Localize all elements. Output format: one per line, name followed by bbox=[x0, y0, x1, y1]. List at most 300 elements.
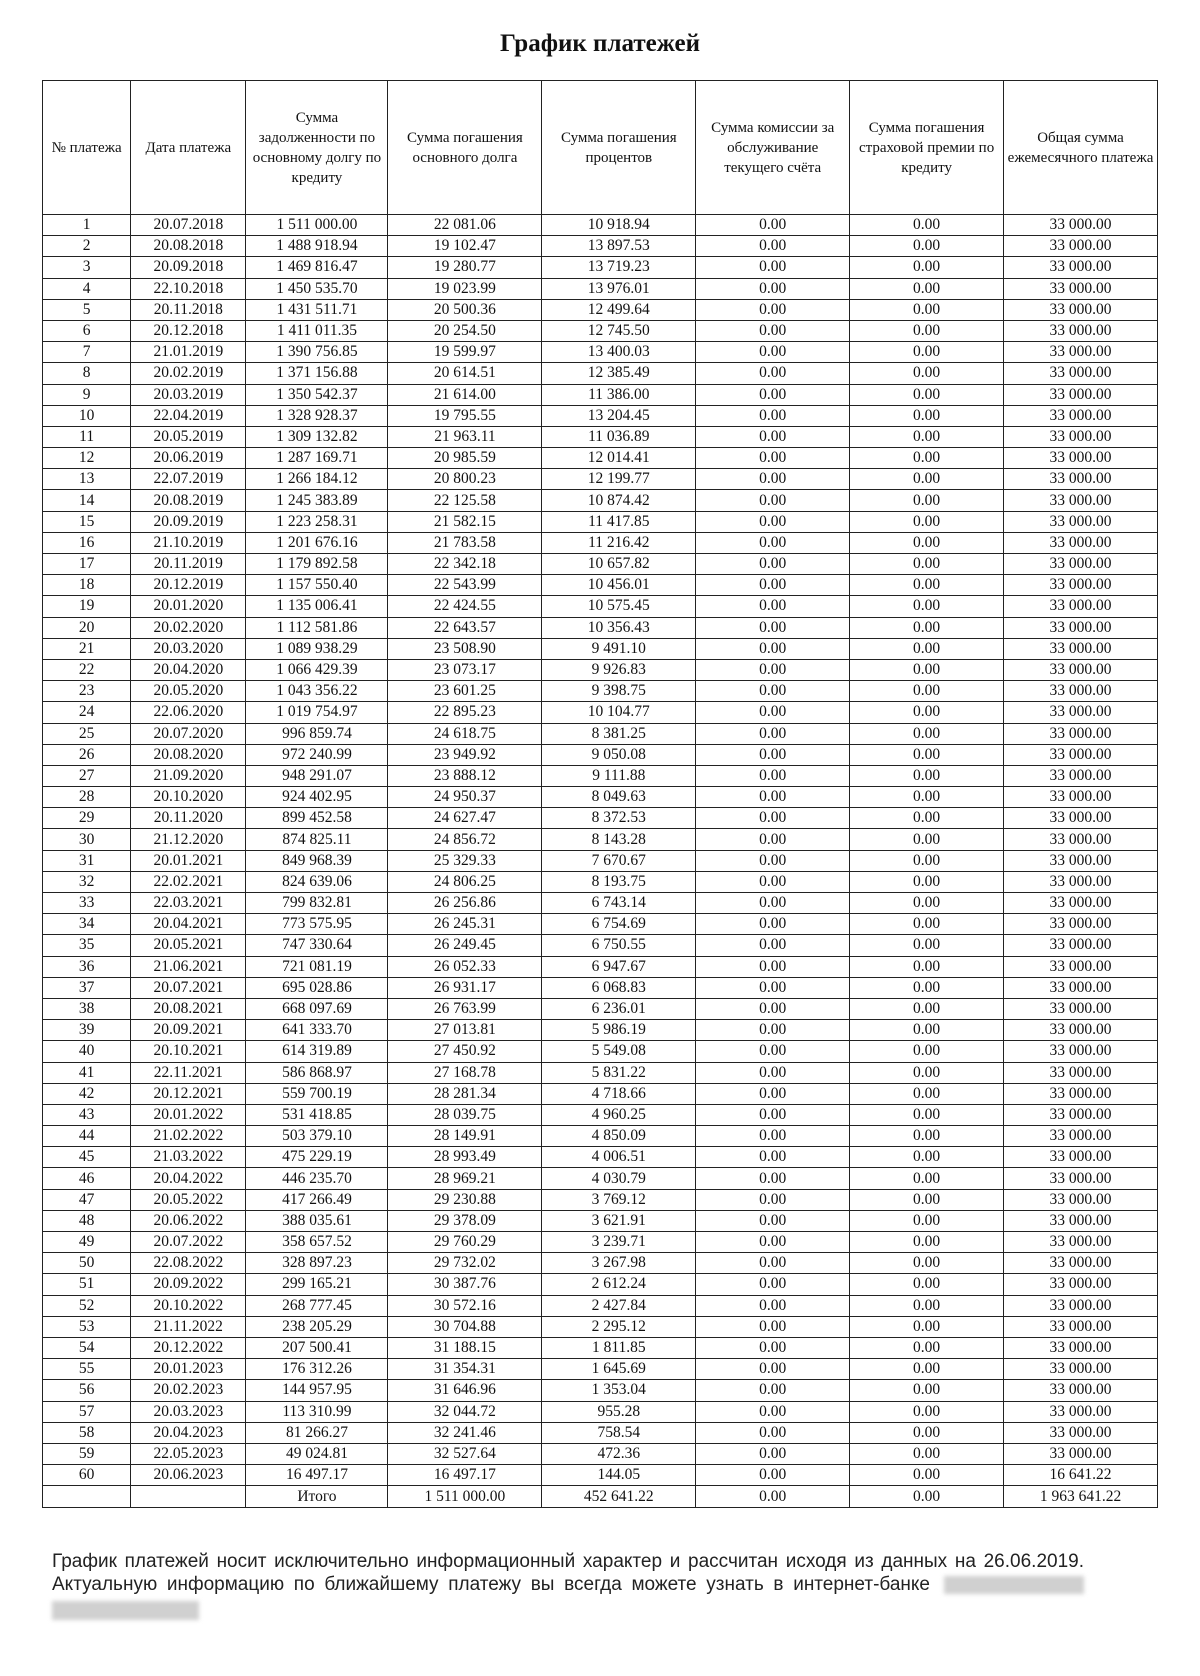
cell-payment-number: 5 bbox=[43, 299, 131, 320]
cell-interest-payment: 11 417.85 bbox=[542, 511, 696, 532]
cell-payment-date: 21.06.2021 bbox=[131, 956, 246, 977]
table-row bbox=[43, 469, 1158, 490]
table-row bbox=[43, 829, 1158, 850]
cell-payment-date: 20.01.2022 bbox=[131, 1104, 246, 1125]
cell-insurance-payment: 0.00 bbox=[850, 1147, 1004, 1168]
cell-monthly-total: 33 000.00 bbox=[1004, 532, 1158, 553]
cell-payment-date: 20.05.2022 bbox=[131, 1189, 246, 1210]
cell-payment-date: 20.12.2022 bbox=[131, 1337, 246, 1358]
table-row bbox=[43, 1062, 1158, 1083]
cell-account-commission: 0.00 bbox=[696, 956, 850, 977]
cell-monthly-total: 33 000.00 bbox=[1004, 1104, 1158, 1125]
cell-insurance-payment: 0.00 bbox=[850, 1062, 1004, 1083]
total-insurance: 0.00 bbox=[850, 1486, 1004, 1508]
cell-insurance-payment: 0.00 bbox=[850, 320, 1004, 341]
table-row bbox=[43, 914, 1158, 935]
cell-monthly-total: 33 000.00 bbox=[1004, 1295, 1158, 1316]
cell-insurance-payment: 0.00 bbox=[850, 469, 1004, 490]
table-row bbox=[43, 956, 1158, 977]
cell-monthly-total: 33 000.00 bbox=[1004, 215, 1158, 236]
header-account-commission: Сумма комиссии за обслуживание текущего счёта bbox=[696, 81, 850, 215]
cell-interest-payment: 6 947.67 bbox=[542, 956, 696, 977]
cell-debt-balance: 358 657.52 bbox=[246, 1232, 388, 1253]
cell-monthly-total: 33 000.00 bbox=[1004, 320, 1158, 341]
cell-monthly-total: 33 000.00 bbox=[1004, 744, 1158, 765]
header-monthly-total: Общая сумма ежемесячного платежа bbox=[1004, 81, 1158, 215]
cell-principal-payment: 23 073.17 bbox=[388, 659, 542, 680]
cell-interest-payment: 12 385.49 bbox=[542, 363, 696, 384]
cell-payment-number: 29 bbox=[43, 808, 131, 829]
table-row bbox=[43, 363, 1158, 384]
cell-monthly-total: 33 000.00 bbox=[1004, 490, 1158, 511]
cell-payment-number: 23 bbox=[43, 681, 131, 702]
cell-principal-payment: 32 241.46 bbox=[388, 1422, 542, 1443]
cell-interest-payment: 10 874.42 bbox=[542, 490, 696, 511]
cell-interest-payment: 12 745.50 bbox=[542, 320, 696, 341]
cell-account-commission: 0.00 bbox=[696, 320, 850, 341]
cell-insurance-payment: 0.00 bbox=[850, 1316, 1004, 1337]
cell-account-commission: 0.00 bbox=[696, 1041, 850, 1062]
cell-debt-balance: 1 411 011.35 bbox=[246, 320, 388, 341]
cell-payment-date: 20.09.2018 bbox=[131, 257, 246, 278]
cell-payment-date: 20.10.2022 bbox=[131, 1295, 246, 1316]
cell-principal-payment: 29 230.88 bbox=[388, 1189, 542, 1210]
cell-payment-number: 37 bbox=[43, 977, 131, 998]
cell-payment-date: 20.12.2019 bbox=[131, 575, 246, 596]
cell-account-commission: 0.00 bbox=[696, 787, 850, 808]
cell-account-commission: 0.00 bbox=[696, 1126, 850, 1147]
cell-account-commission: 0.00 bbox=[696, 1380, 850, 1401]
cell-debt-balance: 1 431 511.71 bbox=[246, 299, 388, 320]
cell-insurance-payment: 0.00 bbox=[850, 787, 1004, 808]
cell-account-commission: 0.00 bbox=[696, 299, 850, 320]
cell-monthly-total: 33 000.00 bbox=[1004, 1189, 1158, 1210]
cell-account-commission: 0.00 bbox=[696, 1189, 850, 1210]
cell-interest-payment: 5 549.08 bbox=[542, 1041, 696, 1062]
cell-payment-number: 42 bbox=[43, 1083, 131, 1104]
cell-debt-balance: 531 418.85 bbox=[246, 1104, 388, 1125]
cell-interest-payment: 4 718.66 bbox=[542, 1083, 696, 1104]
table-row bbox=[43, 1041, 1158, 1062]
cell-debt-balance: 1 266 184.12 bbox=[246, 469, 388, 490]
table-row bbox=[43, 893, 1158, 914]
cell-principal-payment: 31 354.31 bbox=[388, 1359, 542, 1380]
cell-interest-payment: 3 239.71 bbox=[542, 1232, 696, 1253]
cell-payment-number: 43 bbox=[43, 1104, 131, 1125]
cell-principal-payment: 22 081.06 bbox=[388, 215, 542, 236]
cell-insurance-payment: 0.00 bbox=[850, 1295, 1004, 1316]
table-row bbox=[43, 765, 1158, 786]
cell-interest-payment: 8 193.75 bbox=[542, 871, 696, 892]
cell-monthly-total: 33 000.00 bbox=[1004, 850, 1158, 871]
cell-insurance-payment: 0.00 bbox=[850, 871, 1004, 892]
header-payment-date: Дата платежа bbox=[131, 81, 246, 215]
table-row bbox=[43, 935, 1158, 956]
cell-interest-payment: 13 204.45 bbox=[542, 405, 696, 426]
cell-payment-date: 20.10.2020 bbox=[131, 787, 246, 808]
cell-insurance-payment: 0.00 bbox=[850, 723, 1004, 744]
redacted-text bbox=[52, 1601, 199, 1620]
cell-insurance-payment: 0.00 bbox=[850, 744, 1004, 765]
total-empty-cell bbox=[43, 1486, 131, 1508]
cell-principal-payment: 32 044.72 bbox=[388, 1401, 542, 1422]
cell-payment-number: 28 bbox=[43, 787, 131, 808]
cell-insurance-payment: 0.00 bbox=[850, 1465, 1004, 1486]
cell-principal-payment: 20 985.59 bbox=[388, 448, 542, 469]
cell-monthly-total: 33 000.00 bbox=[1004, 554, 1158, 575]
cell-principal-payment: 20 800.23 bbox=[388, 469, 542, 490]
cell-debt-balance: 695 028.86 bbox=[246, 977, 388, 998]
cell-debt-balance: 924 402.95 bbox=[246, 787, 388, 808]
cell-payment-number: 19 bbox=[43, 596, 131, 617]
cell-monthly-total: 33 000.00 bbox=[1004, 659, 1158, 680]
table-row bbox=[43, 1443, 1158, 1464]
cell-principal-payment: 32 527.64 bbox=[388, 1443, 542, 1464]
cell-interest-payment: 11 386.00 bbox=[542, 384, 696, 405]
disclaimer-line-2: Актуальную информацию по ближайшему платежу вы всегда можете узнать в интернет-банке bbox=[52, 1574, 930, 1595]
table-row bbox=[43, 596, 1158, 617]
cell-monthly-total: 33 000.00 bbox=[1004, 1380, 1158, 1401]
cell-account-commission: 0.00 bbox=[696, 1020, 850, 1041]
cell-insurance-payment: 0.00 bbox=[850, 956, 1004, 977]
cell-interest-payment: 10 104.77 bbox=[542, 702, 696, 723]
cell-principal-payment: 28 149.91 bbox=[388, 1126, 542, 1147]
cell-interest-payment: 6 068.83 bbox=[542, 977, 696, 998]
cell-monthly-total: 33 000.00 bbox=[1004, 1210, 1158, 1231]
cell-payment-date: 20.01.2021 bbox=[131, 850, 246, 871]
cell-debt-balance: 948 291.07 bbox=[246, 765, 388, 786]
cell-debt-balance: 586 868.97 bbox=[246, 1062, 388, 1083]
cell-interest-payment: 10 575.45 bbox=[542, 596, 696, 617]
cell-interest-payment: 472.36 bbox=[542, 1443, 696, 1464]
cell-insurance-payment: 0.00 bbox=[850, 1443, 1004, 1464]
cell-principal-payment: 19 102.47 bbox=[388, 236, 542, 257]
cell-monthly-total: 33 000.00 bbox=[1004, 1422, 1158, 1443]
cell-debt-balance: 238 205.29 bbox=[246, 1316, 388, 1337]
table-row bbox=[43, 871, 1158, 892]
cell-payment-number: 60 bbox=[43, 1465, 131, 1486]
disclaimer-text bbox=[52, 1550, 1084, 1596]
cell-principal-payment: 31 188.15 bbox=[388, 1337, 542, 1358]
table-row bbox=[43, 977, 1158, 998]
cell-principal-payment: 20 614.51 bbox=[388, 363, 542, 384]
cell-account-commission: 0.00 bbox=[696, 511, 850, 532]
cell-interest-payment: 13 976.01 bbox=[542, 278, 696, 299]
cell-account-commission: 0.00 bbox=[696, 1062, 850, 1083]
table-row bbox=[43, 532, 1158, 553]
total-payment: 1 963 641.22 bbox=[1004, 1486, 1158, 1508]
cell-principal-payment: 25 329.33 bbox=[388, 850, 542, 871]
cell-payment-date: 20.04.2020 bbox=[131, 659, 246, 680]
header-principal-payment: Сумма погашения основного долга bbox=[388, 81, 542, 215]
cell-principal-payment: 29 378.09 bbox=[388, 1210, 542, 1231]
cell-insurance-payment: 0.00 bbox=[850, 977, 1004, 998]
cell-monthly-total: 33 000.00 bbox=[1004, 426, 1158, 447]
table-row bbox=[43, 1422, 1158, 1443]
cell-principal-payment: 27 013.81 bbox=[388, 1020, 542, 1041]
cell-monthly-total: 33 000.00 bbox=[1004, 1168, 1158, 1189]
cell-interest-payment: 6 236.01 bbox=[542, 998, 696, 1019]
cell-interest-payment: 758.54 bbox=[542, 1422, 696, 1443]
cell-payment-number: 57 bbox=[43, 1401, 131, 1422]
cell-insurance-payment: 0.00 bbox=[850, 935, 1004, 956]
cell-interest-payment: 13 719.23 bbox=[542, 257, 696, 278]
total-principal: 1 511 000.00 bbox=[388, 1486, 542, 1508]
cell-insurance-payment: 0.00 bbox=[850, 1337, 1004, 1358]
table-row bbox=[43, 1253, 1158, 1274]
cell-monthly-total: 33 000.00 bbox=[1004, 1083, 1158, 1104]
cell-principal-payment: 26 256.86 bbox=[388, 893, 542, 914]
cell-payment-date: 20.12.2021 bbox=[131, 1083, 246, 1104]
table-row bbox=[43, 1147, 1158, 1168]
cell-account-commission: 0.00 bbox=[696, 914, 850, 935]
cell-debt-balance: 1 179 892.58 bbox=[246, 554, 388, 575]
cell-interest-payment: 9 398.75 bbox=[542, 681, 696, 702]
cell-interest-payment: 9 111.88 bbox=[542, 765, 696, 786]
table-row bbox=[43, 299, 1158, 320]
cell-interest-payment: 6 754.69 bbox=[542, 914, 696, 935]
cell-principal-payment: 30 387.76 bbox=[388, 1274, 542, 1295]
cell-debt-balance: 1 245 383.89 bbox=[246, 490, 388, 511]
total-empty-cell bbox=[131, 1486, 246, 1508]
cell-principal-payment: 21 582.15 bbox=[388, 511, 542, 532]
cell-interest-payment: 13 897.53 bbox=[542, 236, 696, 257]
cell-account-commission: 0.00 bbox=[696, 490, 850, 511]
cell-monthly-total: 33 000.00 bbox=[1004, 1062, 1158, 1083]
cell-principal-payment: 22 643.57 bbox=[388, 617, 542, 638]
cell-payment-number: 6 bbox=[43, 320, 131, 341]
cell-account-commission: 0.00 bbox=[696, 596, 850, 617]
cell-debt-balance: 81 266.27 bbox=[246, 1422, 388, 1443]
cell-interest-payment: 11 036.89 bbox=[542, 426, 696, 447]
cell-account-commission: 0.00 bbox=[696, 998, 850, 1019]
cell-payment-number: 40 bbox=[43, 1041, 131, 1062]
cell-principal-payment: 22 543.99 bbox=[388, 575, 542, 596]
cell-monthly-total: 33 000.00 bbox=[1004, 1274, 1158, 1295]
cell-account-commission: 0.00 bbox=[696, 1401, 850, 1422]
cell-monthly-total: 33 000.00 bbox=[1004, 977, 1158, 998]
cell-insurance-payment: 0.00 bbox=[850, 426, 1004, 447]
cell-principal-payment: 19 795.55 bbox=[388, 405, 542, 426]
cell-insurance-payment: 0.00 bbox=[850, 638, 1004, 659]
cell-interest-payment: 13 400.03 bbox=[542, 342, 696, 363]
cell-payment-number: 44 bbox=[43, 1126, 131, 1147]
table-row bbox=[43, 1337, 1158, 1358]
cell-principal-payment: 21 614.00 bbox=[388, 384, 542, 405]
cell-payment-date: 20.01.2023 bbox=[131, 1359, 246, 1380]
cell-monthly-total: 33 000.00 bbox=[1004, 384, 1158, 405]
cell-principal-payment: 24 627.47 bbox=[388, 808, 542, 829]
cell-account-commission: 0.00 bbox=[696, 1274, 850, 1295]
cell-monthly-total: 33 000.00 bbox=[1004, 787, 1158, 808]
table-row bbox=[43, 575, 1158, 596]
cell-monthly-total: 33 000.00 bbox=[1004, 1316, 1158, 1337]
cell-payment-date: 22.06.2020 bbox=[131, 702, 246, 723]
cell-interest-payment: 1 811.85 bbox=[542, 1337, 696, 1358]
table-row bbox=[43, 1232, 1158, 1253]
cell-payment-date: 20.07.2020 bbox=[131, 723, 246, 744]
cell-payment-date: 20.04.2023 bbox=[131, 1422, 246, 1443]
cell-insurance-payment: 0.00 bbox=[850, 1210, 1004, 1231]
cell-insurance-payment: 0.00 bbox=[850, 532, 1004, 553]
cell-principal-payment: 26 249.45 bbox=[388, 935, 542, 956]
cell-insurance-payment: 0.00 bbox=[850, 554, 1004, 575]
cell-interest-payment: 8 049.63 bbox=[542, 787, 696, 808]
cell-principal-payment: 16 497.17 bbox=[388, 1465, 542, 1486]
cell-account-commission: 0.00 bbox=[696, 1147, 850, 1168]
cell-account-commission: 0.00 bbox=[696, 681, 850, 702]
cell-insurance-payment: 0.00 bbox=[850, 681, 1004, 702]
cell-payment-date: 20.06.2023 bbox=[131, 1465, 246, 1486]
cell-monthly-total: 33 000.00 bbox=[1004, 723, 1158, 744]
cell-monthly-total: 33 000.00 bbox=[1004, 575, 1158, 596]
cell-monthly-total: 33 000.00 bbox=[1004, 914, 1158, 935]
cell-payment-date: 21.10.2019 bbox=[131, 532, 246, 553]
cell-debt-balance: 1 157 550.40 bbox=[246, 575, 388, 596]
cell-account-commission: 0.00 bbox=[696, 1210, 850, 1231]
total-interest: 452 641.22 bbox=[542, 1486, 696, 1508]
cell-debt-balance: 1 488 918.94 bbox=[246, 236, 388, 257]
cell-principal-payment: 24 950.37 bbox=[388, 787, 542, 808]
cell-payment-date: 20.09.2021 bbox=[131, 1020, 246, 1041]
cell-principal-payment: 22 342.18 bbox=[388, 554, 542, 575]
cell-interest-payment: 5 986.19 bbox=[542, 1020, 696, 1041]
cell-interest-payment: 11 216.42 bbox=[542, 532, 696, 553]
cell-debt-balance: 747 330.64 bbox=[246, 935, 388, 956]
cell-payment-date: 20.05.2020 bbox=[131, 681, 246, 702]
table-row bbox=[43, 1104, 1158, 1125]
cell-insurance-payment: 0.00 bbox=[850, 342, 1004, 363]
cell-insurance-payment: 0.00 bbox=[850, 448, 1004, 469]
cell-payment-number: 17 bbox=[43, 554, 131, 575]
cell-debt-balance: 799 832.81 bbox=[246, 893, 388, 914]
cell-payment-date: 20.01.2020 bbox=[131, 596, 246, 617]
cell-payment-number: 34 bbox=[43, 914, 131, 935]
table-row bbox=[43, 850, 1158, 871]
cell-debt-balance: 1 371 156.88 bbox=[246, 363, 388, 384]
cell-interest-payment: 955.28 bbox=[542, 1401, 696, 1422]
cell-account-commission: 0.00 bbox=[696, 723, 850, 744]
cell-insurance-payment: 0.00 bbox=[850, 405, 1004, 426]
redacted-link bbox=[944, 1576, 1084, 1594]
cell-insurance-payment: 0.00 bbox=[850, 1189, 1004, 1210]
cell-payment-date: 22.02.2021 bbox=[131, 871, 246, 892]
cell-payment-date: 22.11.2021 bbox=[131, 1062, 246, 1083]
cell-account-commission: 0.00 bbox=[696, 871, 850, 892]
cell-monthly-total: 33 000.00 bbox=[1004, 1443, 1158, 1464]
table-row bbox=[43, 490, 1158, 511]
cell-debt-balance: 1 089 938.29 bbox=[246, 638, 388, 659]
cell-insurance-payment: 0.00 bbox=[850, 765, 1004, 786]
cell-debt-balance: 16 497.17 bbox=[246, 1465, 388, 1486]
cell-account-commission: 0.00 bbox=[696, 829, 850, 850]
cell-account-commission: 0.00 bbox=[696, 384, 850, 405]
cell-interest-payment: 5 831.22 bbox=[542, 1062, 696, 1083]
cell-debt-balance: 1 043 356.22 bbox=[246, 681, 388, 702]
cell-payment-date: 20.02.2019 bbox=[131, 363, 246, 384]
cell-monthly-total: 33 000.00 bbox=[1004, 405, 1158, 426]
cell-insurance-payment: 0.00 bbox=[850, 998, 1004, 1019]
cell-insurance-payment: 0.00 bbox=[850, 1401, 1004, 1422]
cell-monthly-total: 33 000.00 bbox=[1004, 236, 1158, 257]
cell-account-commission: 0.00 bbox=[696, 1232, 850, 1253]
cell-interest-payment: 1 645.69 bbox=[542, 1359, 696, 1380]
cell-interest-payment: 12 014.41 bbox=[542, 448, 696, 469]
cell-insurance-payment: 0.00 bbox=[850, 702, 1004, 723]
cell-debt-balance: 144 957.95 bbox=[246, 1380, 388, 1401]
cell-principal-payment: 19 599.97 bbox=[388, 342, 542, 363]
cell-payment-date: 22.07.2019 bbox=[131, 469, 246, 490]
cell-interest-payment: 3 267.98 bbox=[542, 1253, 696, 1274]
cell-interest-payment: 2 612.24 bbox=[542, 1274, 696, 1295]
cell-monthly-total: 33 000.00 bbox=[1004, 765, 1158, 786]
cell-insurance-payment: 0.00 bbox=[850, 511, 1004, 532]
cell-account-commission: 0.00 bbox=[696, 1465, 850, 1486]
cell-account-commission: 0.00 bbox=[696, 638, 850, 659]
cell-debt-balance: 1 112 581.86 bbox=[246, 617, 388, 638]
cell-account-commission: 0.00 bbox=[696, 1443, 850, 1464]
cell-payment-date: 21.02.2022 bbox=[131, 1126, 246, 1147]
cell-insurance-payment: 0.00 bbox=[850, 914, 1004, 935]
cell-debt-balance: 721 081.19 bbox=[246, 956, 388, 977]
cell-payment-date: 22.03.2021 bbox=[131, 893, 246, 914]
cell-payment-number: 16 bbox=[43, 532, 131, 553]
cell-insurance-payment: 0.00 bbox=[850, 659, 1004, 680]
cell-debt-balance: 176 312.26 bbox=[246, 1359, 388, 1380]
cell-monthly-total: 33 000.00 bbox=[1004, 511, 1158, 532]
cell-payment-number: 39 bbox=[43, 1020, 131, 1041]
cell-insurance-payment: 0.00 bbox=[850, 1422, 1004, 1443]
cell-debt-balance: 874 825.11 bbox=[246, 829, 388, 850]
cell-principal-payment: 26 931.17 bbox=[388, 977, 542, 998]
cell-monthly-total: 33 000.00 bbox=[1004, 702, 1158, 723]
cell-insurance-payment: 0.00 bbox=[850, 850, 1004, 871]
table-row bbox=[43, 998, 1158, 1019]
cell-monthly-total: 33 000.00 bbox=[1004, 638, 1158, 659]
cell-insurance-payment: 0.00 bbox=[850, 575, 1004, 596]
cell-insurance-payment: 0.00 bbox=[850, 278, 1004, 299]
cell-debt-balance: 446 235.70 bbox=[246, 1168, 388, 1189]
cell-debt-balance: 503 379.10 bbox=[246, 1126, 388, 1147]
cell-payment-date: 20.08.2019 bbox=[131, 490, 246, 511]
cell-payment-number: 11 bbox=[43, 426, 131, 447]
cell-debt-balance: 773 575.95 bbox=[246, 914, 388, 935]
table-row bbox=[43, 236, 1158, 257]
cell-account-commission: 0.00 bbox=[696, 977, 850, 998]
table-row bbox=[43, 1380, 1158, 1401]
cell-debt-balance: 1 201 676.16 bbox=[246, 532, 388, 553]
cell-interest-payment: 3 621.91 bbox=[542, 1210, 696, 1231]
cell-payment-date: 20.03.2020 bbox=[131, 638, 246, 659]
cell-payment-date: 20.09.2022 bbox=[131, 1274, 246, 1295]
cell-debt-balance: 1 469 816.47 bbox=[246, 257, 388, 278]
table-row bbox=[43, 638, 1158, 659]
cell-interest-payment: 8 381.25 bbox=[542, 723, 696, 744]
cell-account-commission: 0.00 bbox=[696, 935, 850, 956]
cell-interest-payment: 9 926.83 bbox=[542, 659, 696, 680]
header-insurance-payment: Сумма погашения страховой премии по кредиту bbox=[850, 81, 1004, 215]
cell-account-commission: 0.00 bbox=[696, 893, 850, 914]
cell-payment-date: 20.10.2021 bbox=[131, 1041, 246, 1062]
cell-payment-number: 58 bbox=[43, 1422, 131, 1443]
cell-payment-number: 8 bbox=[43, 363, 131, 384]
cell-insurance-payment: 0.00 bbox=[850, 1274, 1004, 1295]
cell-account-commission: 0.00 bbox=[696, 532, 850, 553]
cell-interest-payment: 12 499.64 bbox=[542, 299, 696, 320]
cell-insurance-payment: 0.00 bbox=[850, 215, 1004, 236]
cell-payment-number: 32 bbox=[43, 871, 131, 892]
cell-payment-date: 20.08.2020 bbox=[131, 744, 246, 765]
